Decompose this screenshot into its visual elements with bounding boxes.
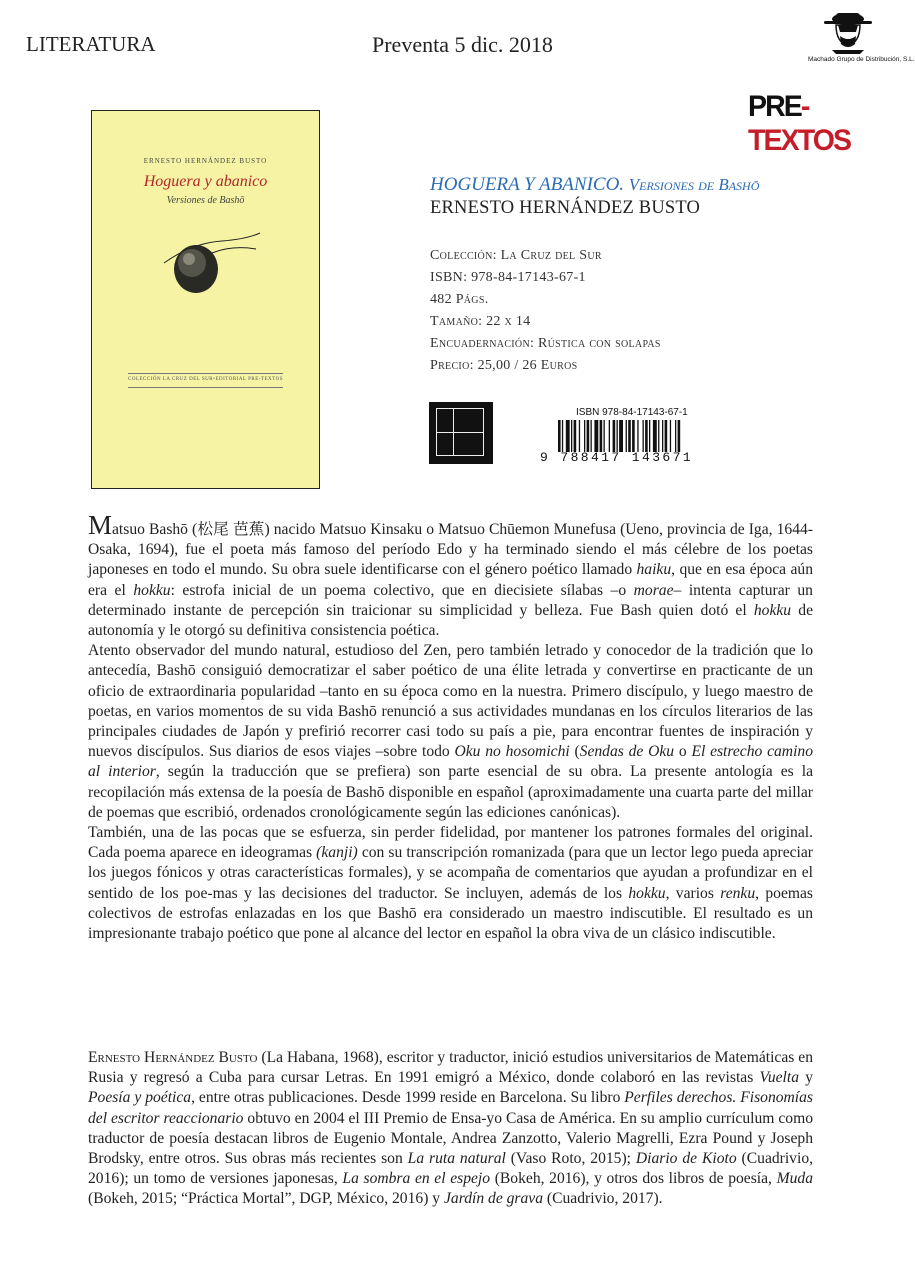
bio-author-name: Ernesto Hernández Busto <box>88 1049 258 1066</box>
book-metadata <box>430 174 890 377</box>
presale-date: Preventa 5 dic. 2018 <box>372 32 553 57</box>
distributor-logo <box>808 10 915 63</box>
spec-size: Tamaño: 22 x 14 <box>430 314 531 329</box>
barcode-digits: 9 788417 143671 <box>540 450 694 465</box>
book-cover <box>91 110 320 489</box>
spec-collection: Colección: La Cruz del Sur <box>430 248 602 263</box>
pt-square-logo-icon <box>429 402 493 464</box>
category-label: LITERATURA <box>26 32 156 56</box>
book-author: ERNESTO HERNÁNDEZ BUSTO <box>430 198 701 218</box>
cover-publisher: EDITORIAL PRE-TEXTOS <box>215 377 283 382</box>
cover-subtitle: Versiones de Bashō <box>166 195 245 206</box>
machado-face-icon <box>822 10 874 54</box>
cover-footer <box>128 377 283 382</box>
book-description <box>88 510 813 944</box>
cover-rule-top <box>128 373 283 374</box>
barcode-isbn-label: ISBN 978-84-17143-67-1 <box>576 407 688 418</box>
bio-paragraph: Ernesto Hernández Busto (La Habana, 1968), escritor y traductor, inició estudios universitarios de Matemáticas en Rusia y regresó a Cuba para cursar Letras. En 1991 emigró a México, donde colaboró en las revistas Vuelta y Poesía y poética, entre otras publicaciones. Desde 1999 reside en Barcelona. Su libro Perfiles derechos. Fisonomías del escritor reaccionario obtuvo en 2004 el III Premio de Ensa-yo Casa de América. En su amplio currículum como traductor de poesía destacan libros de Eugenio Montale, Andrea Zanzotto, Valerio Magrelli, Ezra Pound y Joseph Brodsky, entre otros. Sus obras más recientes son La ruta natural (Vaso Roto, 2015); Diario de Kioto (Cuadrivio, 2016); un tomo de versiones japonesas, La sombra en el espejo (Bokeh, 2016), y otros dos libros de poesía, Muda (Bokeh, 2015; “Práctica Mortal”, DGP, México, 2016) y Jardín de grava (Cuadrivio, 2017). <box>88 1049 814 1208</box>
distributor-name: Machado Grupo de Distribución, S.L. <box>808 56 915 63</box>
pretextos-logo-left: PRE <box>748 90 801 123</box>
cover-title: Hoguera y abanico <box>143 173 268 190</box>
barcode-bars-icon <box>558 420 713 452</box>
description-paragraph-1: Matsuo Bashō (松尾 芭蕉) nacido Matsuo Kinsaku o Matsuo Chūemon Munefusa (Ueno, provincia de Iga, 1644-Osaka, 1694), fue el poeta más famoso del período Edo y ha terminado siendo el más célebre de los poetas japoneses en todo el mundo. Su obra suele identificarse con el género poético llamado haiku, que en esa época aún era el hokku: estrofa inicial de un poema colectivo, que en diecisiete sílabas –o morae– intenta capturar un determinado instante de percepción sin traicionar su simplicidad y belleza. Fue Bash quien dotó el hokku de autonomía y le otorgó su definitiva consistencia poética. <box>88 510 813 640</box>
spec-price: Precio: 25,00 / 26 Euros <box>430 358 578 373</box>
spec-binding: Encuadernación: Rústica con solapas <box>430 336 661 351</box>
book-title-main: HOGUERA Y ABANICO. <box>430 174 625 195</box>
spec-pages: 482 Págs. <box>430 292 489 307</box>
cover-collection: COLECCIÓN LA CRUZ DEL SUR <box>128 377 214 382</box>
cover-author: ERNESTO HERNÁNDEZ BUSTO <box>143 157 268 165</box>
description-paragraph-3: También, una de las pocas que se esfuerza, sin perder fidelidad, por mantener los patrones formales del original. Cada poema aparece en ideogramas (kanji) con su transcripción romanizada (para que un lector lego pueda apreciar los juegos fónicos y otras características formales), y se acompaña de comentarios que ayudan a profundizar en el sentido de los poe-mas y las decisiones del traductor. Se incluyen, además de los hokku, varios renku, poemas colectivos de estrofas enlazadas en los que Bashō era considerado un maestro indiscutible. El resultado es un impresionante trabajo poético que pone al alcance del lector en español la obra viva de un clásico indiscutible. <box>88 824 813 943</box>
book-title <box>430 174 890 196</box>
cover-rule-bottom <box>128 387 283 388</box>
author-bio <box>88 1048 813 1210</box>
book-title-sub: Versiones de Bashō <box>628 175 760 194</box>
pretextos-logo-right: -TEXTOS <box>748 90 851 157</box>
isbn-barcode <box>540 407 715 465</box>
dropcap: M <box>88 510 113 540</box>
description-paragraph-2: Atento observador del mundo natural, estudioso del Zen, pero también letrado y conocedor de la tradición que lo antecedía, Bashō consiguió democratizar el saber poético de una élite letrada y convertirse en practicante de un oficio de extraordinaria popularidad –tanto en su época como en la nuestra. Primero discípulo, y luego maestro de poetas, en varios momentos de su vida Bashō renunció a sus actividades mundanas en los círculos literarios de las principales ciudades de Japón y prefirió recorrer casi todo su país a pie, para encontrar fuentes de inspiración y nuevos discípulos. Sus diarios de esos viajes –sobre todo Oku no hosomichi (Sendas de Oku o El estrecho camino al interior, según la traducción que se prefiera) son parte esencial de su obra. La presente antología es la recopilación más extensa de la poesía de Bashō disponible en español (aproximadamente una cuarta parte del millar de poemas que escribió, ordenados cronológicamente según las ediciones canónicas). <box>88 642 813 821</box>
spec-isbn: ISBN: 978-84-17143-67-1 <box>430 270 586 285</box>
cover-dot: • <box>213 377 216 382</box>
pretextos-logo <box>748 90 893 158</box>
cover-illustration-icon <box>162 223 262 303</box>
